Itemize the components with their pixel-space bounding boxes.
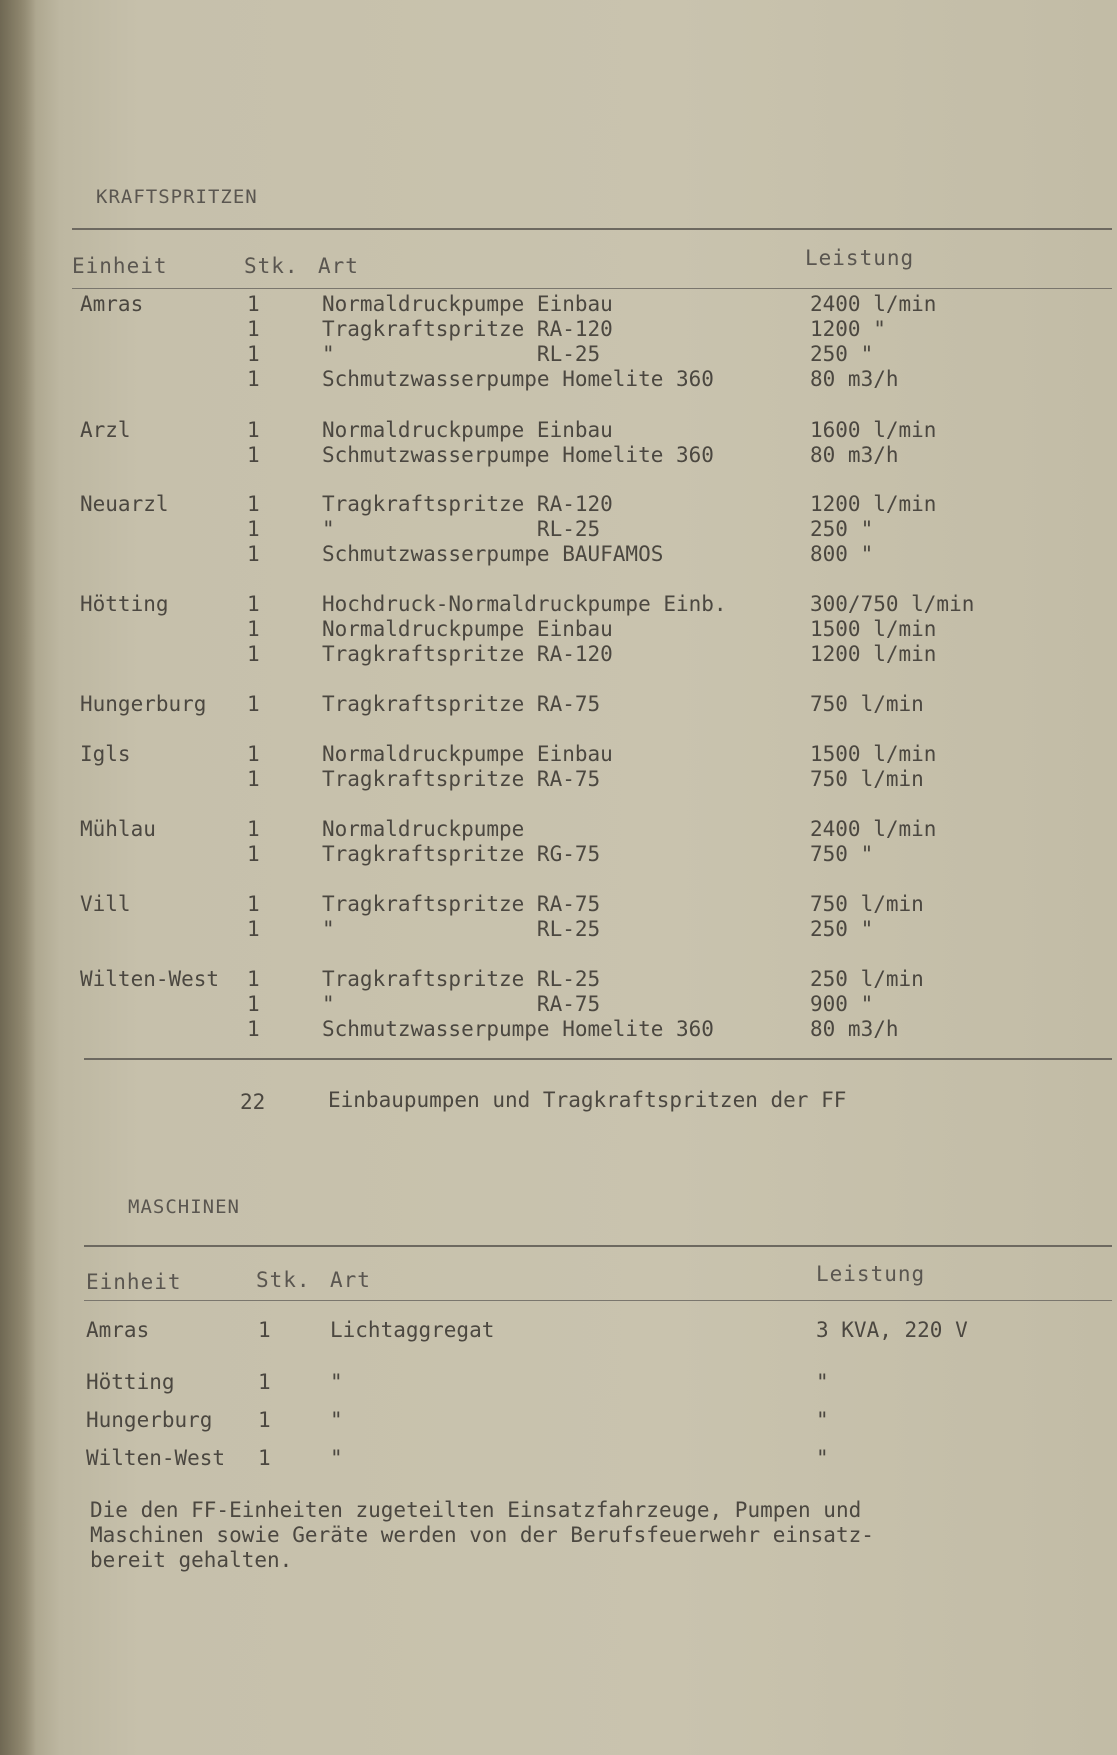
row-stk: 1 xyxy=(247,1017,260,1041)
row-einheit: Hötting xyxy=(80,592,169,616)
row-stk: 1 xyxy=(247,642,260,666)
row-leistung: 1500 l/min xyxy=(810,617,937,641)
section-title-kraftspritzen: KRAFTSPRITZEN xyxy=(96,186,258,208)
total-count: 22 xyxy=(240,1090,266,1114)
row-art: Normaldruckpumpe Einbau xyxy=(322,617,613,641)
table-bottom-rule xyxy=(84,1058,1112,1060)
row-leistung: 800 " xyxy=(810,542,874,566)
row-leistung: 1600 l/min xyxy=(810,418,937,442)
row-art: Hochdruck-Normaldruckpumpe Einb. xyxy=(322,592,727,616)
total-description: Einbaupumpen und Tragkraftspritzen der FF xyxy=(328,1088,847,1112)
row-stk: 1 xyxy=(247,917,260,941)
maschinen-row-einheit: Wilten-West xyxy=(86,1446,226,1470)
header-leistung: Leistung xyxy=(805,246,915,270)
maschinen-row-art: " xyxy=(330,1446,343,1470)
row-stk: 1 xyxy=(247,842,260,866)
row-stk: 1 xyxy=(247,767,260,791)
header-rule xyxy=(72,288,1112,289)
row-einheit: Wilten-West xyxy=(80,967,220,991)
row-art: Tragkraftspritze RA-120 xyxy=(322,492,613,516)
row-leistung: 750 l/min xyxy=(810,767,924,791)
row-art: Schmutzwasserpumpe Homelite 360 xyxy=(322,367,714,391)
row-einheit: Amras xyxy=(80,292,144,316)
header-einheit: Einheit xyxy=(72,254,168,278)
maschinen-row-art: " xyxy=(330,1370,343,1394)
row-leistung: 250 l/min xyxy=(810,967,924,991)
maschinen-header-leistung: Leistung xyxy=(816,1262,926,1286)
row-stk: 1 xyxy=(247,892,260,916)
row-einheit: Vill xyxy=(80,892,131,916)
row-art: Tragkraftspritze RG-75 xyxy=(322,842,601,866)
row-stk: 1 xyxy=(247,617,260,641)
row-art: " RL-25 xyxy=(322,342,601,366)
row-art: Normaldruckpumpe Einbau xyxy=(322,292,613,316)
maschinen-header-einheit: Einheit xyxy=(86,1270,182,1294)
table-top-rule xyxy=(72,228,1112,230)
maschinen-row-stk: 1 xyxy=(258,1370,271,1394)
row-stk: 1 xyxy=(247,967,260,991)
row-einheit: Igls xyxy=(80,742,131,766)
row-einheit: Arzl xyxy=(80,418,131,442)
maschinen-row-stk: 1 xyxy=(258,1408,271,1432)
row-stk: 1 xyxy=(247,367,260,391)
row-art: " RA-75 xyxy=(322,992,601,1016)
row-leistung: 1500 l/min xyxy=(810,742,937,766)
row-stk: 1 xyxy=(247,317,260,341)
section-title-maschinen: MASCHINEN xyxy=(128,1196,240,1218)
row-einheit: Hungerburg xyxy=(80,692,207,716)
row-art: Tragkraftspritze RA-75 xyxy=(322,892,601,916)
row-art: " RL-25 xyxy=(322,917,601,941)
row-stk: 1 xyxy=(247,692,260,716)
row-stk: 1 xyxy=(247,443,260,467)
row-art: Tragkraftspritze RA-75 xyxy=(322,692,601,716)
row-leistung: 750 l/min xyxy=(810,692,924,716)
header-stk: Stk. xyxy=(244,254,299,278)
row-art: Normaldruckpumpe xyxy=(322,817,525,841)
row-leistung: 80 m3/h xyxy=(810,367,899,391)
row-stk: 1 xyxy=(247,542,260,566)
row-einheit: Neuarzl xyxy=(80,492,169,516)
maschinen-row-stk: 1 xyxy=(258,1446,271,1470)
row-art: Tragkraftspritze RA-120 xyxy=(322,642,613,666)
row-leistung: 1200 " xyxy=(810,317,886,341)
row-art: Tragkraftspritze RA-75 xyxy=(322,767,601,791)
row-stk: 1 xyxy=(247,517,260,541)
row-art: Schmutzwasserpumpe BAUFAMOS xyxy=(322,542,664,566)
row-leistung: 750 l/min xyxy=(810,892,924,916)
maschinen-row-stk: 1 xyxy=(258,1318,271,1342)
maschinen-header-stk: Stk. xyxy=(256,1268,311,1292)
row-stk: 1 xyxy=(247,742,260,766)
row-leistung: 1200 l/min xyxy=(810,642,937,666)
row-leistung: 750 " xyxy=(810,842,874,866)
row-leistung: 250 " xyxy=(810,342,874,366)
maschinen-row-leistung: " xyxy=(816,1408,829,1432)
maschinen-header-rule xyxy=(84,1300,1112,1301)
maschinen-row-einheit: Hungerburg xyxy=(86,1408,213,1432)
row-art: Normaldruckpumpe Einbau xyxy=(322,418,613,442)
row-stk: 1 xyxy=(247,817,260,841)
row-art: Tragkraftspritze RL-25 xyxy=(322,967,601,991)
row-stk: 1 xyxy=(247,292,260,316)
maschinen-row-leistung: " xyxy=(816,1446,829,1470)
footnote: Die den FF-Einheiten zugeteilten Einsatzfahrzeuge, Pumpen und Maschinen sowie Geräte werden von der Berufsfeuerwehr einsatz- bereit gehalten. xyxy=(90,1498,874,1572)
row-leistung: 2400 l/min xyxy=(810,292,937,316)
maschinen-row-art: Lichtaggregat xyxy=(330,1318,495,1342)
book-spine-shadow xyxy=(0,0,36,1755)
row-leistung: 2400 l/min xyxy=(810,817,937,841)
row-stk: 1 xyxy=(247,418,260,442)
maschinen-row-leistung: 3 KVA, 220 V xyxy=(816,1318,968,1342)
row-art: Normaldruckpumpe Einbau xyxy=(322,742,613,766)
header-art: Art xyxy=(318,254,359,278)
row-leistung: 250 " xyxy=(810,917,874,941)
maschinen-row-einheit: Hötting xyxy=(86,1370,175,1394)
row-stk: 1 xyxy=(247,342,260,366)
row-leistung: 80 m3/h xyxy=(810,1017,899,1041)
maschinen-row-leistung: " xyxy=(816,1370,829,1394)
row-leistung: 900 " xyxy=(810,992,874,1016)
maschinen-top-rule xyxy=(84,1245,1112,1247)
row-stk: 1 xyxy=(247,992,260,1016)
row-leistung: 1200 l/min xyxy=(810,492,937,516)
maschinen-row-einheit: Amras xyxy=(86,1318,150,1342)
row-leistung: 250 " xyxy=(810,517,874,541)
row-einheit: Mühlau xyxy=(80,817,156,841)
row-art: Schmutzwasserpumpe Homelite 360 xyxy=(322,443,714,467)
maschinen-header-art: Art xyxy=(330,1268,371,1292)
row-art: Schmutzwasserpumpe Homelite 360 xyxy=(322,1017,714,1041)
row-art: " RL-25 xyxy=(322,517,601,541)
row-stk: 1 xyxy=(247,592,260,616)
row-art: Tragkraftspritze RA-120 xyxy=(322,317,613,341)
row-leistung: 300/750 l/min xyxy=(810,592,975,616)
maschinen-row-art: " xyxy=(330,1408,343,1432)
row-stk: 1 xyxy=(247,492,260,516)
row-leistung: 80 m3/h xyxy=(810,443,899,467)
